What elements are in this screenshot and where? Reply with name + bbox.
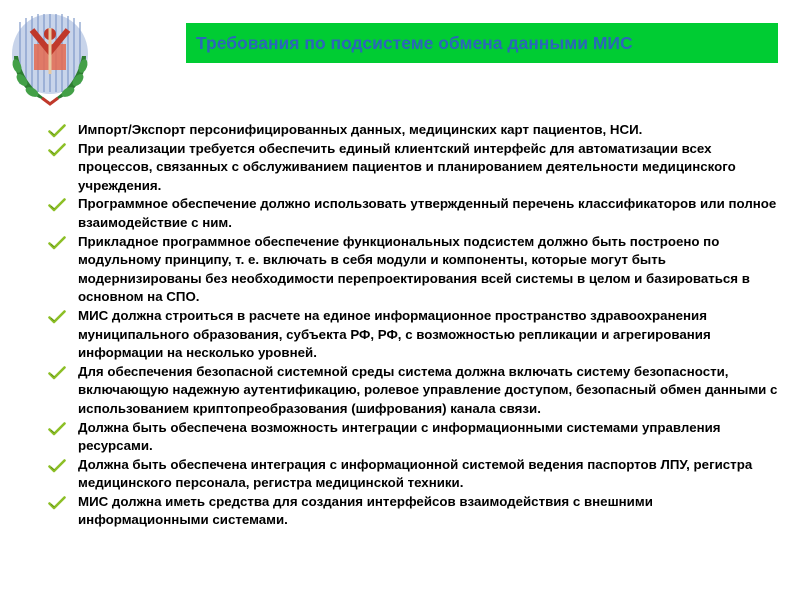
list-item [48, 307, 778, 363]
requirements-list [48, 121, 778, 530]
list-item-text: Импорт/Экспорт персонифицированных данных, медицинских карт пациентов, НСИ. [78, 122, 643, 137]
list-item-text: Программное обеспечение должно использовать утвержденный перечень классификаторов или полное взаимодействие с ним. [78, 196, 777, 230]
check-mark-icon [48, 233, 78, 252]
list-item-text: Должна быть обеспечена интеграция с информационной системой ведения паспортов ЛПУ, регистра медицинского персонала, регистра медицинской техники. [78, 456, 753, 491]
check-mark-icon [48, 493, 78, 512]
list-item-text: МИС должна строиться в расчете на единое информационное пространство здравоохранения муниципального образования, субъекта РФ, РФ, с возможностью репликации и агрегирования информации на несколько уровней. [78, 307, 711, 361]
list-item-text: При реализации требуется обеспечить единый клиентский интерфейс для автоматизации всех процессов, связанных с обслуживанием пациентов и планированием деятельности медицинского учреждения. [78, 140, 736, 193]
check-mark-icon [48, 195, 78, 214]
list-item [48, 419, 778, 456]
list-item [48, 121, 778, 140]
list-item [48, 456, 778, 493]
list-item-text: МИС должна иметь средства для создания интерфейсов взаимодействия с внешними информационными системами. [78, 493, 653, 528]
list-item-text: Должна быть обеспечена возможность интеграции с информационными системами управления ресурсами. [78, 419, 721, 454]
check-mark-icon [48, 419, 78, 438]
check-mark-icon [48, 456, 78, 475]
list-item-text: Прикладное программное обеспечение функциональных подсистем должно быть построено по модульному принципу, т. е. включать в себя модули и компоненты, которые могут быть модернизированы без необходимости перепроектирования всей системы в целом и базироваться в основном на СПО. [78, 233, 750, 305]
list-item [48, 233, 778, 307]
list-item [48, 363, 778, 419]
title-bar [186, 23, 778, 63]
check-mark-icon [48, 140, 78, 159]
list-item-text: Для обеспечения безопасной системной среды система должна включать систему безопасности, включающую надежную аутентификацию, ролевое управление доступом, безопасный обмен данными с использованием криптопреобразования (шифрования) канала связи. [78, 363, 778, 416]
check-mark-icon [48, 121, 78, 140]
check-mark-icon [48, 363, 78, 382]
list-item [48, 195, 778, 232]
page-title: Требования по подсистеме обмена данными МИС [196, 32, 633, 53]
check-mark-icon [48, 307, 78, 326]
list-item [48, 140, 778, 196]
list-item [48, 493, 778, 530]
medical-emblem-wreath-icon [4, 8, 96, 108]
